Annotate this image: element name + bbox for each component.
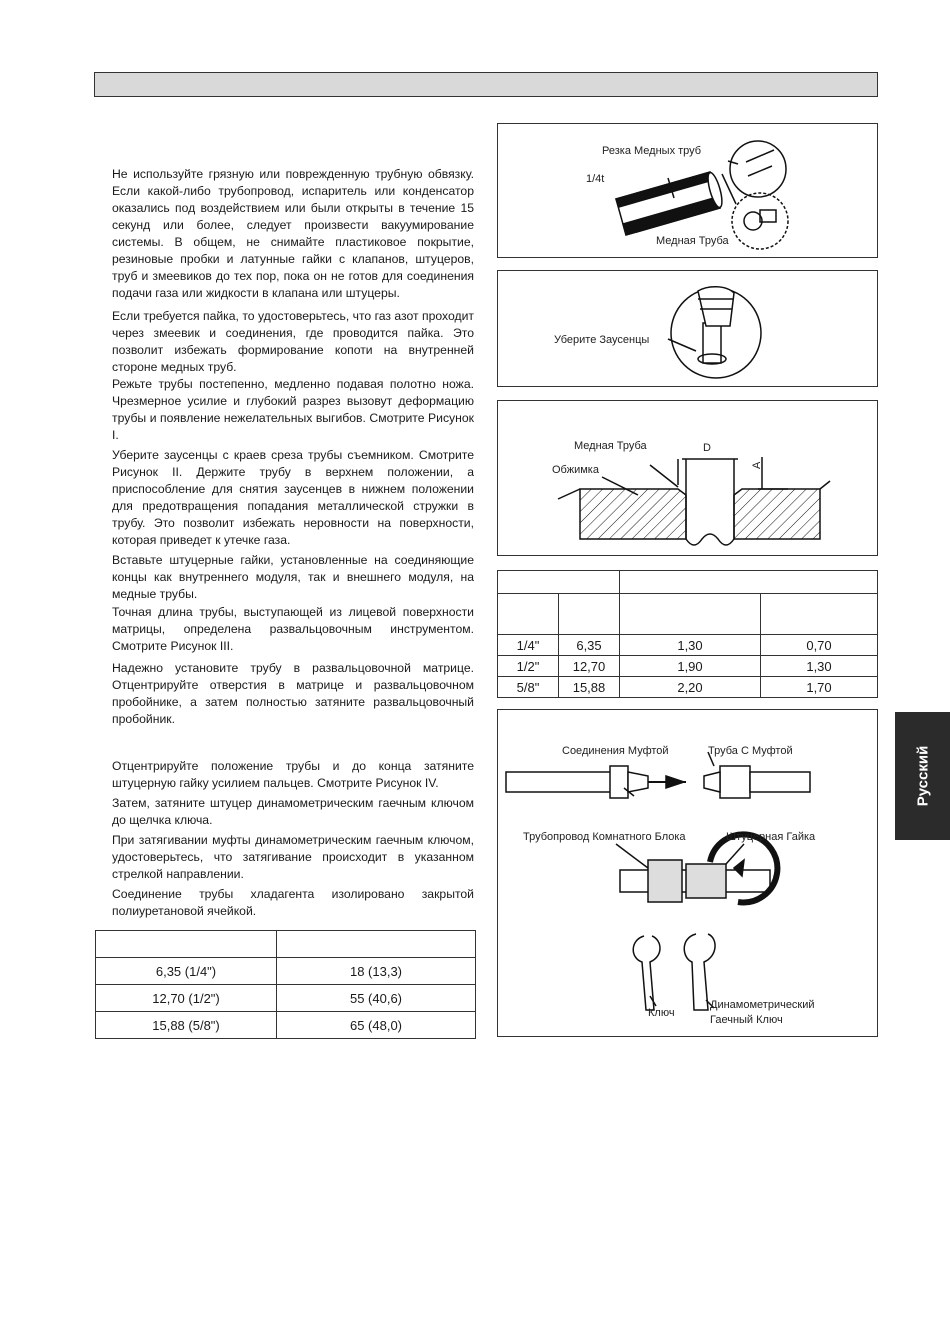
- paragraph-flaring-die: Надежно установите трубу в развальцовочной матрице. Отцентрируйте отверстия в матрице и развальцовочном пробойнике, а затем полностью затяните развальцовочный пробойник.: [112, 661, 474, 726]
- label-cut: Резка Медных труб: [602, 145, 702, 157]
- table-cell: 1,30: [761, 656, 878, 677]
- figure-pipe-connection: [497, 709, 878, 1037]
- label-torque-wrench-1: Динамометрический: [710, 999, 815, 1011]
- label-indoor-piping: Трубопровод Комнатного Блока: [523, 831, 686, 843]
- table-cell: 1,70: [761, 677, 878, 698]
- label-copper-pipe: Медная Труба: [656, 235, 729, 247]
- flare-die-illustration: [498, 401, 879, 557]
- figure-remove-burrs: [497, 270, 878, 387]
- table-cell: 18 (13,3): [277, 958, 476, 985]
- table-row: [96, 1012, 476, 1039]
- paragraph-burrs: Уберите заусенцы с краев среза трубы съемником. Смотрите Рисунок II. Держите трубу в верхнем положении, а приспособление для снятия заусенцев в нижнем положении для предотвращения попадания металлической стружки в трубу. Это позволит избежать неровности на поверхности, которая приведет к утечке газа.: [112, 448, 474, 547]
- paragraph-cutting: Режьте трубы постепенно, медленно подавая полотно ножа. Чрезмерное усилие и глубокий разрез вызовут деформацию трубы и появление нежелательных выгибов. Смотрите Рисунок I.: [112, 377, 474, 442]
- table-row: [96, 958, 476, 985]
- table-cell: 1/4": [498, 635, 559, 656]
- pipe-cutting-illustration: [498, 124, 879, 259]
- label-flare-bar: Обжимка: [552, 464, 599, 476]
- section-header-bar: [94, 72, 878, 97]
- table-cell: 65 (48,0): [277, 1012, 476, 1039]
- flare-dimension-table: [497, 570, 878, 698]
- table-cell: 6,35: [559, 635, 620, 656]
- table-row: [498, 677, 878, 698]
- paragraph-pipe-length: Точная длина трубы, выступающей из лицевой поверхности матрицы, определена развальцовочным инструментом. Смотрите Рисунок III.: [112, 605, 474, 653]
- table-cell: 12,70 (1/2"): [96, 985, 277, 1012]
- label-torque-wrench-2: Гаечный Ключ: [710, 1014, 783, 1026]
- label-dimension-a: A: [751, 461, 763, 469]
- deburring-illustration: [498, 271, 879, 388]
- table-row: [96, 985, 476, 1012]
- label-flare-nut: Штуцерная Гайка: [726, 831, 816, 843]
- paragraph-flare-nuts: Вставьте штуцерные гайки, установленные на соединяющие концы как внутреннего модуля, так и внешнего модуля, на медные трубы.: [112, 553, 474, 601]
- table-cell: 15,88 (5/8"): [96, 1012, 277, 1039]
- table-cell: 5/8": [498, 677, 559, 698]
- label-dimension-d: D: [703, 442, 711, 454]
- torque-table: [95, 930, 476, 1039]
- label-copper-pipe: Медная Труба: [574, 440, 647, 452]
- table-cell: 1,30: [620, 635, 761, 656]
- table-row: [498, 635, 878, 656]
- label-burr: Уберите Заусенцы: [554, 334, 650, 346]
- label-flared-pipe: Труба С Муфтой: [708, 745, 793, 757]
- paragraph-brazing: Если требуется пайка, то удостоверьтесь, что газ азот проходит через змеевик и соединения, где проводится пайка. Это позволит избежать формирование копоти на внутренней стороне медных труб.: [112, 309, 474, 374]
- table-header-row: [96, 931, 476, 958]
- table-cell: 1,90: [620, 656, 761, 677]
- table-cell: 15,88: [559, 677, 620, 698]
- paragraph-center-pipe: Отцентрируйте положение трубы и до конца затяните штуцерную гайку усилием пальцев. Смотрите Рисунок IV.: [112, 759, 474, 790]
- figure-flare-dimension: [497, 400, 878, 556]
- table-cell: 1/2": [498, 656, 559, 677]
- table-subheader-row: [498, 594, 878, 635]
- label-union: Соединения Муфтой: [562, 745, 669, 757]
- paragraph-tighten: Затем, затяните штуцер динамометрическим гаечным ключом до щелчка ключа.: [112, 796, 474, 827]
- label-quarter: 1/4t: [586, 173, 605, 185]
- paragraph-direction: При затягивании муфты динамометрическим гаечным ключом, удостоверьтесь, что затягивание происходит в указанном стрелкой направлении.: [112, 833, 474, 881]
- language-tab: [895, 712, 950, 840]
- figure-cutting-pipe: [497, 123, 878, 258]
- table-cell: 6,35 (1/4"): [96, 958, 277, 985]
- table-cell: 2,20: [620, 677, 761, 698]
- table-cell: 12,70: [559, 656, 620, 677]
- table-row: [498, 656, 878, 677]
- label-spanner: Ключ: [648, 1007, 675, 1019]
- paragraph-insulation: Соединение трубы хладагента изолировано закрытой полиуретановой ячейкой.: [112, 887, 474, 918]
- pipe-connection-illustration: [498, 710, 879, 1038]
- table-cell: 0,70: [761, 635, 878, 656]
- table-cell: 55 (40,6): [277, 985, 476, 1012]
- table-header-row: [498, 571, 878, 594]
- paragraph-dirty-piping: Не используйте грязную или поврежденную трубную обвязку. Если какой-либо трубопровод, испаритель или конденсатор оказались под воздействием или были открыты в течение 15 секунд или более, следует произвести вакуумирование системы. В общем, не снимайте пластиковое покрытие, резиновые пробки и латунные гайки с клапанов, штуцеров, труб и змеевиков до тех пор, пока он не готов для соединения подачи газа или жидкости в клапана или штуцеры.: [112, 167, 474, 300]
- language-tab-label: Русский: [914, 745, 931, 807]
